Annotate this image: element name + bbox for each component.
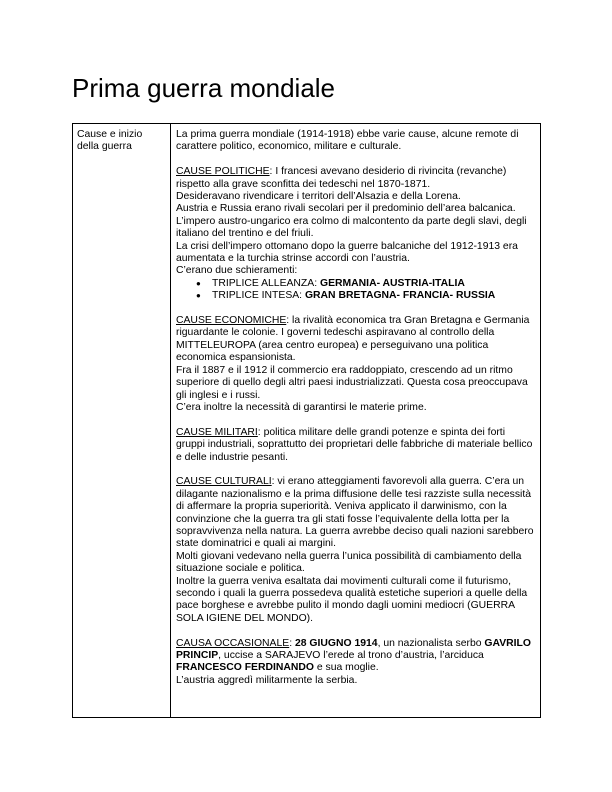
- economiche-line-3: C’era inoltre la necessità di garantirsi le materie prime.: [176, 401, 427, 413]
- politiche-paragraph: CAUSE POLITICHE: I francesi avevano desiderio di rivincita (revanche) rispetto alla grave sconfitta dei tedeschi nel 1870-1871.: [176, 166, 507, 190]
- alliances-list: [176, 278, 535, 303]
- culturali-line-2: Molti giovani vedevano nella guerra l’unica possibilità di cambiamento della situazione sociale e politica.: [176, 550, 522, 575]
- occasionale-person-2: FRANCESCO FERDINANDO: [176, 662, 314, 674]
- militari-heading: CAUSE MILITARI: [176, 426, 258, 438]
- table-right-cell: [171, 124, 540, 717]
- page-title: Prima guerra mondiale: [72, 73, 336, 103]
- politiche-heading: CAUSE POLITICHE: [176, 166, 270, 178]
- occasionale-line-2: L’austria aggredì militarmente la serbia.: [176, 674, 358, 686]
- intro-paragraph: La prima guerra mondiale (1914-1918) ebbe varie cause, alcune remote di carattere politico, economico, militare e culturale.: [176, 129, 519, 153]
- economiche-heading: CAUSE ECONOMICHE: [176, 315, 287, 327]
- culturali-line-3: Inoltre la guerra veniva esaltata dai movimenti culturali come il futurismo, secondo i quali la guerra possedeva qualità estetiche superiori a quelle della pace borghese e avrebbe pulito il mondo dagli uomini mediocri (GUERRA SOLA IGIENE DEL MONDO).: [176, 575, 528, 624]
- culturali-heading: CAUSE CULTURALI: [176, 476, 272, 488]
- left-cell-label: Cause e inizio della guerra: [77, 129, 143, 153]
- militari-paragraph: CAUSE MILITARI: politica militare delle grandi potenze e spinta dei forti gruppi industriali, soprattutto dei proprietari delle fabbriche di materiale bellico e delle industrie pesanti.: [176, 426, 533, 463]
- politiche-line-4: La crisi dell’impero ottomano dopo la guerre balcaniche del 1912-1913 era aumentata e la turchia strinse accordi con l’austria.: [176, 240, 518, 265]
- occasionale-paragraph: CAUSA OCCASIONALE: 28 GIUGNO 1914, un nazionalista serbo GAVRILO PRINCIP, uccise a SARAJEVO l’erede al trono d’austria, l’arciduca FRANCESCO FERDINANDO e sua moglie.: [176, 637, 531, 674]
- politiche-line-5: C’erano due schieramenti:: [176, 265, 298, 277]
- list-item: ● TRIPLICE ALLEANZA: GERMANIA- AUSTRIA-ITALIA: [212, 278, 535, 290]
- culturali-paragraph: CAUSE CULTURALI: vi erano atteggiamenti favorevoli alla guerra. C’era un dilagante nazionalismo e la prima diffusione delle tesi razziste sulla necessità di affermare la propria superiorità. Veniva applicato il darwinismo, con la convinzione che la guerra tra gli stati fosse l’equivalente della lotta per la sopravvivenza nella natura. La guerra avrebbe deciso quali nazioni sarebbero state dominatrici e quali ai margini.: [176, 476, 534, 550]
- economiche-paragraph: CAUSE ECONOMICHE: la rivalità economica tra Gran Bretagna e Germania riguardante le colonie. I governi tedeschi aspiravano al controllo della MITTELEUROPA (area centro europea) e perseguivano una politica economica espansionista.: [176, 315, 530, 364]
- occasionale-date: 28 GIUGNO 1914: [294, 637, 378, 649]
- occasionale-person-1: GAVRILO PRINCIP: [176, 637, 531, 661]
- list-item: ● TRIPLICE INTESA: GRAN BRETAGNA- FRANCIA- RUSSIA: [212, 290, 535, 302]
- economiche-line-2: Fra il 1887 e il 1912 il commercio era raddoppiato, crescendo ad un ritmo superiore di quello degli altri paesi industrializzati. Questa cosa preoccupava gli inglesi e i russi.: [176, 364, 528, 401]
- table-left-cell: [73, 124, 171, 717]
- politiche-line-3: Austria e Russia erano rivali secolari per il predominio dell’area balcanica. L’impero austro-ungarico era colmo di malcontento da parte degli slavi, degli italiano del trentino e del friuli.: [176, 203, 527, 240]
- causes-table: [72, 123, 541, 718]
- occasionale-heading: CAUSA OCCASIONALE: [176, 637, 290, 649]
- politiche-line-2: Desideravano rivendicare i territori dell’Alsazia e della Lorena.: [176, 191, 461, 203]
